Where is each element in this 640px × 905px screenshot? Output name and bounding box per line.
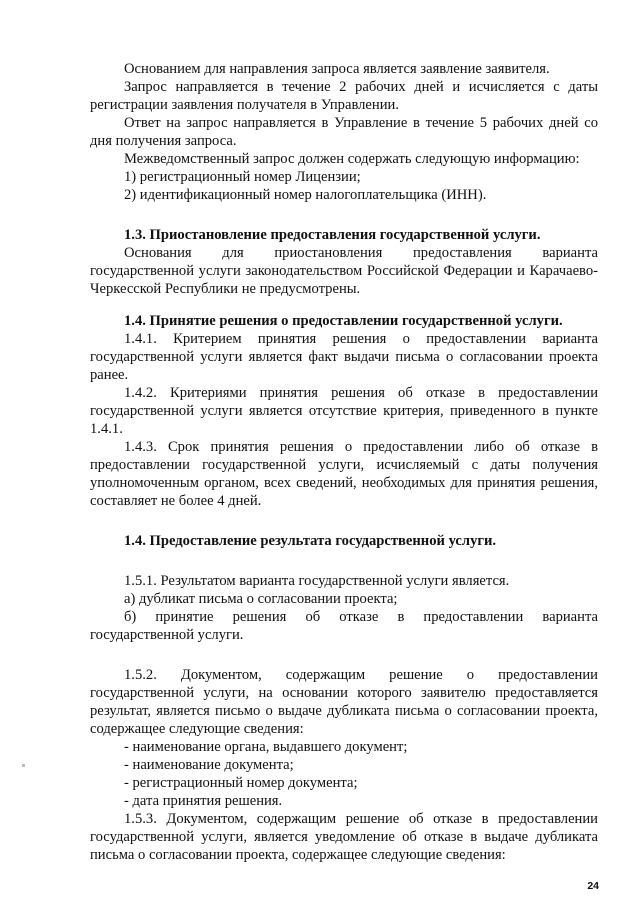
- heading-section-1-4: 1.4. Принятие решения о предоставлении государственной услуги.: [124, 313, 563, 329]
- paragraph-1-5-2-line1: 1.5.2. Документом, содержащим решение о предоставлении: [124, 667, 598, 683]
- paragraph-response-timing: Ответ на запрос направляется в Управление в течение 5 рабочих дней со дня получения запроса.: [90, 115, 598, 149]
- dash-item-reg-number: - регистрационный номер документа;: [124, 775, 358, 791]
- paragraph-suspension-rest: государственной услуги законодательством Российской Федерации и Карачаево-Черкесской Республики не предусмотрены.: [90, 263, 598, 297]
- list-item-license-number: 1) регистрационный номер Лицензии;: [124, 169, 361, 185]
- dash-item-authority: - наименование органа, выдавшего документ;: [124, 739, 408, 755]
- page-number: 24: [587, 880, 599, 892]
- paragraph-suspension-line1: Основания для приостановления предоставления варианта: [124, 245, 598, 261]
- paragraph-1-4-1: 1.4.1. Критерием принятия решения о предоставлении варианта государственной услуги является факт выдачи письма о согласовании проекта ранее.: [90, 331, 598, 383]
- heading-section-result: 1.4. Предоставление результата государственной услуги.: [124, 533, 497, 549]
- page-body: [90, 60, 598, 864]
- dash-item-doc-name: - наименование документа;: [124, 757, 294, 773]
- paragraph-1-5-2-rest: государственной услуги, на основании которого заявителю предоставляется результат, является письмо о выдаче дубликата письма о согласовании проекта, содержащее следующие сведения:: [90, 685, 598, 737]
- scan-speck: [22, 764, 25, 767]
- paragraph-request-timing: Запрос направляется в течение 2 рабочих дней и исчисляется с даты регистрации заявления получателя в Управлении.: [90, 79, 598, 113]
- dash-item-decision-date: - дата принятия решения.: [124, 793, 283, 809]
- list-item-duplicate: а) дубликат письма о согласовании проекта;: [124, 591, 398, 607]
- list-item-refusal-line2: государственной услуги.: [90, 627, 244, 643]
- paragraph-1-4-2: 1.4.2. Критериями принятия решения об отказе в предоставлении государственной услуги является отсутствие критерия, приведенного в пункте 1.4.1.: [90, 385, 598, 437]
- paragraph-1-5-3: 1.5.3. Документом, содержащим решение об отказе в предоставлении государственной услуги, является уведомление об отказе в выдаче дубликата письма о согласовании проекта, содержащее следующие сведения:: [90, 811, 598, 863]
- paragraph-1-5-1: 1.5.1. Результатом варианта государственной услуги является.: [124, 573, 510, 589]
- list-item-refusal-line1: б) принятие решения об отказе в предоставлении варианта: [124, 609, 598, 625]
- paragraph-request-basis: Основанием для направления запроса является заявление заявителя.: [124, 61, 550, 77]
- list-item-inn: 2) идентификационный номер налогоплательщика (ИНН).: [124, 187, 487, 203]
- paragraph-1-4-3: 1.4.3. Срок принятия решения о предоставлении либо об отказе в предоставлении государственной услуги, исчисляемый с даты получения уполномоченным органом, всех сведений, необходимых для принятия решения, составляет не более 4 дней.: [90, 439, 598, 509]
- paragraph-request-content: Межведомственный запрос должен содержать следующую информацию:: [124, 151, 580, 167]
- heading-section-1-3: 1.3. Приостановление предоставления государственной услуги.: [124, 227, 541, 243]
